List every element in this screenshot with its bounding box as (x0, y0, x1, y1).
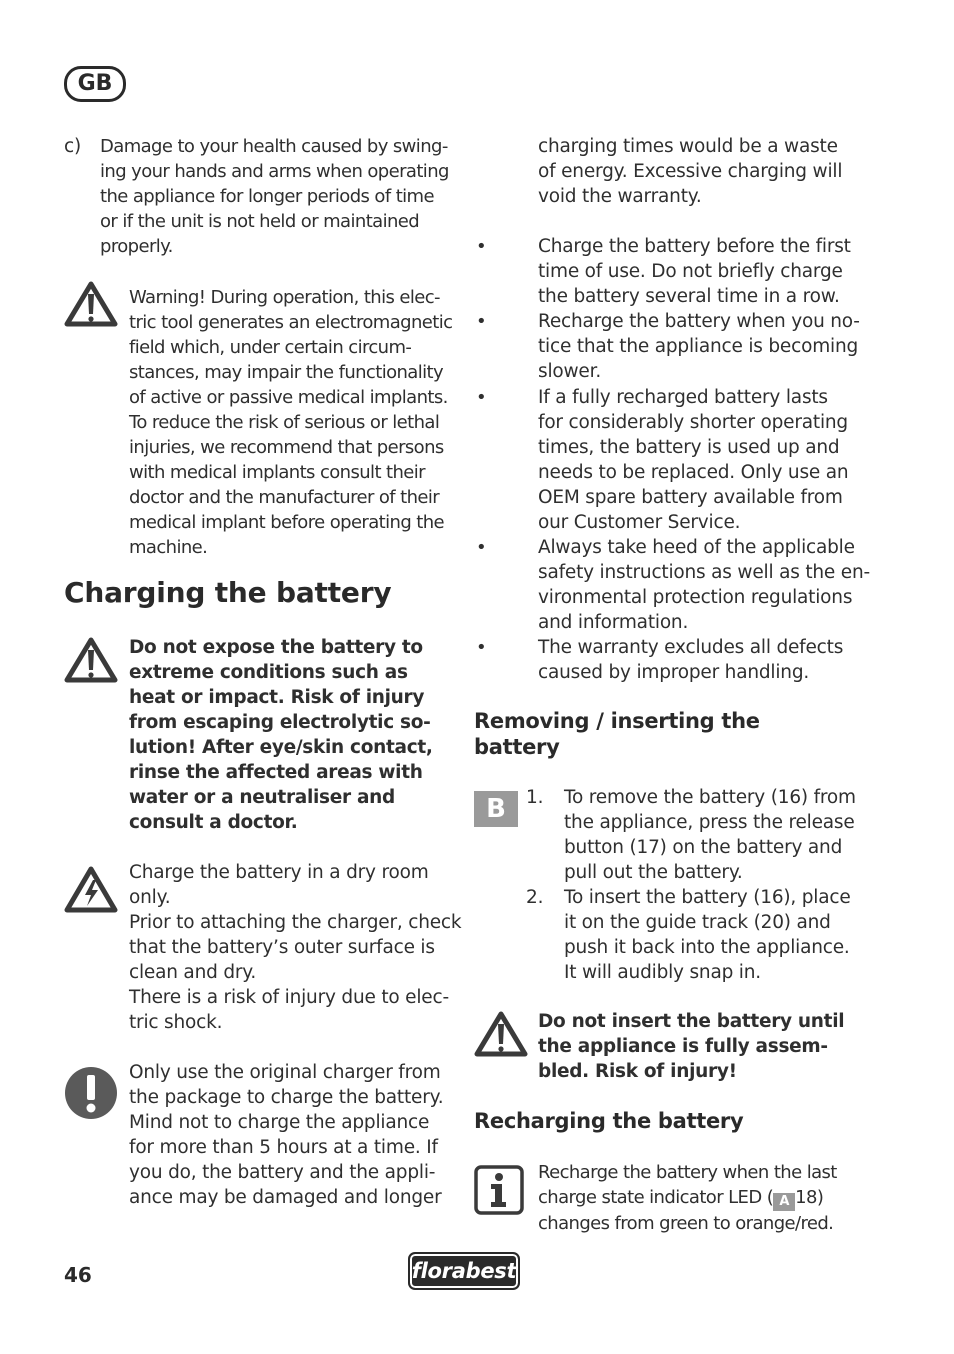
list-item: The warranty excludes all defects caused by improper handling. (538, 637, 844, 683)
subheading-recharging: Recharging the battery (474, 1109, 744, 1133)
charger-caution-text: Only use the original charger from the package to charge the battery. Mind not to charge the appliance for more than 5 hours at a time. If you do, the battery and the appli- ance may be damaged and longer (129, 1062, 444, 1208)
bullet-marker: • (476, 537, 487, 558)
recharge-info-text: Recharge the battery when the last charge state indicator LED ( A 18) changes from green to orange/red. (538, 1162, 837, 1234)
warning-triangle-icon (64, 281, 118, 327)
item-c-text: Damage to your health caused by swing- ing your hands and arms when operating the appliance for longer periods of time or if the unit is not held or maintained properly. (100, 136, 449, 257)
warning-emf-text: Warning! During operation, this elec- tric tool generates an electromagnetic field which, under certain circum- stances, may impair the functionality of active or passive medical implants. To reduce the risk of serious or lethal injuries, we recommend that persons with medical implants consult their doctor and the manufacturer of their medical implant before operating the machine. (129, 287, 453, 558)
bullet-marker: • (476, 236, 487, 257)
electric-shock-warning-icon (64, 866, 118, 914)
step-text: To insert the battery (16), place it on the guide track (20) and push it back into the appliance. It will audibly snap in. (564, 887, 851, 983)
exclamation-circle-icon (64, 1066, 118, 1120)
bullet-marker: • (476, 387, 487, 408)
section-title: Charging the battery (64, 576, 392, 609)
shock-warning-text: Charge the battery in a dry room only. Prior to attaching the charger, check that the battery’s outer surface is clean and dry. There is a risk of injury due to elec- tric shock. (129, 862, 462, 1033)
step-text: To remove the battery (16) from the appliance, press the release button (17) on the battery and pull out the battery. (564, 787, 856, 883)
figure-reference-badge: B (474, 791, 518, 827)
info-icon (474, 1165, 524, 1215)
step-number: 2. (526, 887, 544, 908)
list-item: Charge the battery before the first time of use. Do not briefly charge the battery several time in a row. (538, 236, 851, 307)
warning-battery-conditions-text: Do not expose the battery to extreme conditions such as heat or impact. Risk of injury from escaping electrolytic so- lution! After eye/skin contact, rinse the affected areas with water or a neutraliser and consult a doctor. (129, 637, 433, 833)
language-badge: GB (64, 66, 126, 102)
list-marker-c: c) (64, 136, 81, 157)
page-number: 46 (64, 1263, 92, 1287)
step-number: 1. (526, 787, 544, 808)
subheading-removing-inserting: Removing / inserting the battery (474, 709, 760, 759)
list-item: Always take heed of the applicable safety instructions as well as the en- vironmental protection regulations and information. (538, 537, 870, 633)
warning-assembly-text: Do not insert the battery until the appliance is fully assem- bled. Risk of injury! (538, 1011, 845, 1082)
warning-triangle-icon (474, 1011, 528, 1057)
figure-reference-badge: A (773, 1193, 795, 1211)
bullet-marker: • (476, 311, 487, 332)
bullet-marker: • (476, 637, 487, 658)
list-item: If a fully recharged battery lasts for considerably shorter operating times, the battery is used up and needs to be replaced. Only use an OEM spare battery available from our Customer Service. (538, 387, 849, 533)
continuation-text: charging times would be a waste of energy. Excessive charging will void the warranty. (538, 136, 843, 207)
list-item: Recharge the battery when you no- tice that the appliance is becoming slower. (538, 311, 860, 382)
warning-triangle-icon (64, 637, 118, 683)
brand-logo: florabest (408, 1252, 520, 1290)
